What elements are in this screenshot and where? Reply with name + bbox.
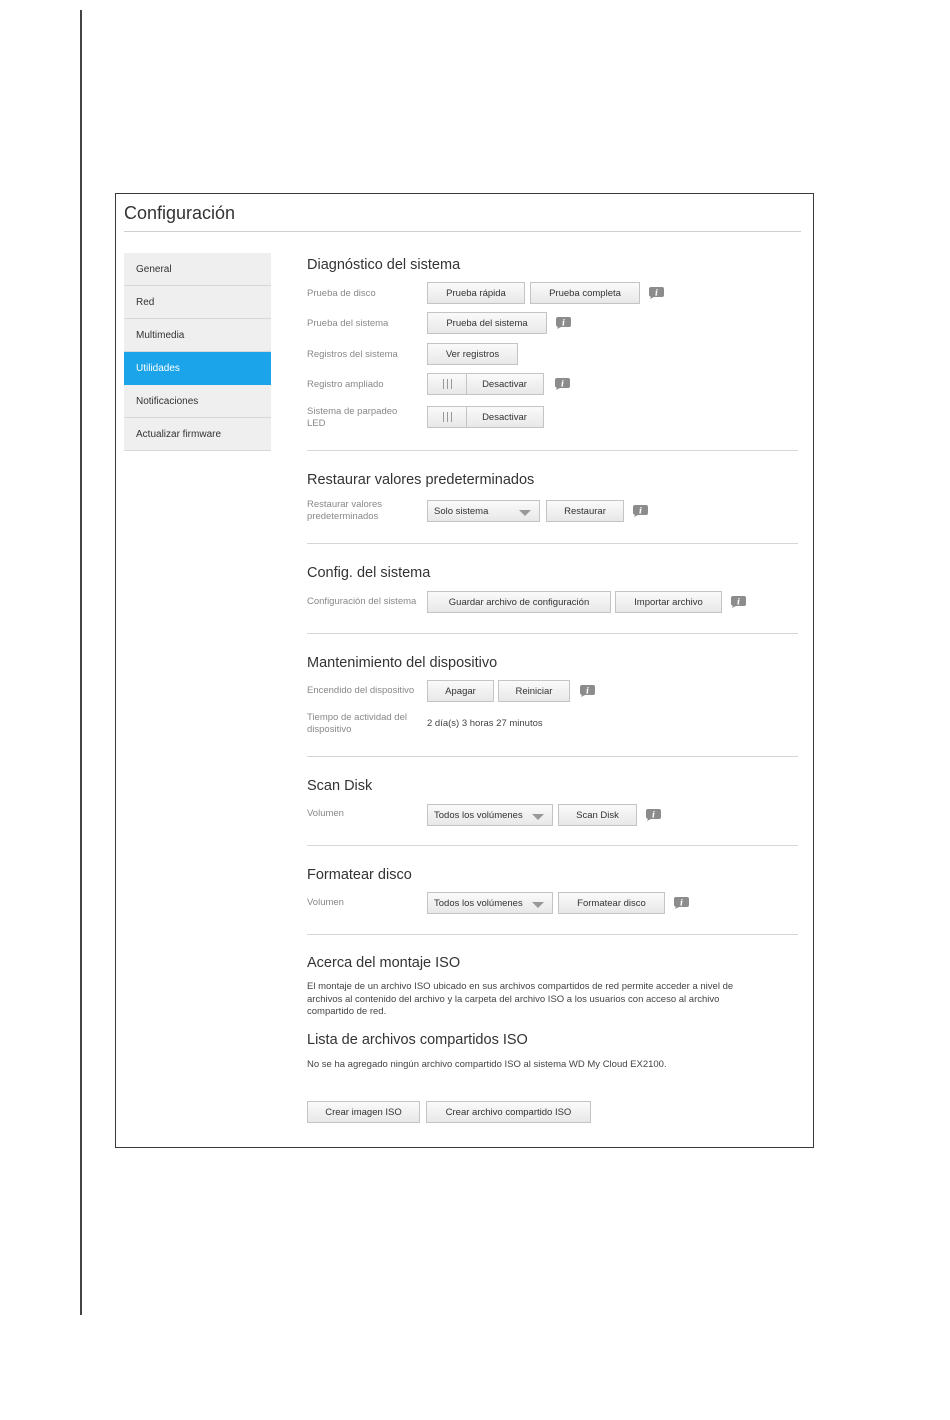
extended-log-label: Registro ampliado <box>307 379 384 390</box>
restore-label-line1: Restaurar valores <box>307 499 382 510</box>
toggle-knob <box>428 374 467 394</box>
select-value: Todos los volúmenes <box>434 898 523 909</box>
led-label-line2: LED <box>307 418 326 429</box>
led-toggle[interactable] <box>427 406 544 428</box>
format-volume-select[interactable] <box>427 892 553 914</box>
grip-icon <box>443 412 452 422</box>
section-title-iso-about: Acerca del montaje ISO <box>307 955 461 971</box>
section-title-restore: Restaurar valores predeterminados <box>307 472 535 488</box>
iso-about-line2: archivos al contenido del archivo y la carpeta del archivo ISO a los usuarios con acceso al archivo <box>307 993 720 1005</box>
disk-test-label: Prueba de disco <box>307 288 376 299</box>
chevron-down-icon <box>532 814 544 820</box>
svg-text:i: i <box>651 809 656 820</box>
section-title-iso-list: Lista de archivos compartidos ISO <box>307 1032 528 1048</box>
sidebar-item-actualizar-firmware[interactable]: Actualizar firmware <box>124 418 271 451</box>
config-label: Configuración del sistema <box>307 596 417 607</box>
led-label-line1: Sistema de parpadeo <box>307 406 398 417</box>
scandisk-button[interactable]: Scan Disk <box>558 804 637 826</box>
system-logs-label: Registros del sistema <box>307 349 398 360</box>
grip-icon <box>443 379 452 389</box>
reboot-button[interactable]: Reiniciar <box>498 680 570 702</box>
quick-test-button[interactable]: Prueba rápida <box>427 282 525 304</box>
info-icon[interactable] <box>649 286 664 298</box>
save-config-button[interactable]: Guardar archivo de configuración <box>427 591 611 613</box>
full-test-button[interactable]: Prueba completa <box>530 282 640 304</box>
svg-text:i: i <box>560 378 565 389</box>
shutdown-button[interactable]: Apagar <box>427 680 494 702</box>
restore-type-select[interactable] <box>427 500 540 522</box>
svg-text:i: i <box>638 505 643 516</box>
toggle-label: Desactivar <box>482 411 527 423</box>
create-iso-image-button[interactable]: Crear imagen ISO <box>307 1101 420 1123</box>
toggle-label: Desactivar <box>482 378 527 390</box>
restore-button[interactable]: Restaurar <box>546 500 624 522</box>
chevron-down-icon <box>532 902 544 908</box>
info-icon[interactable] <box>555 377 570 389</box>
toggle-knob <box>428 407 467 427</box>
select-value: Solo sistema <box>434 506 489 517</box>
svg-text:i: i <box>585 685 590 696</box>
format-disk-button[interactable]: Formatear disco <box>558 892 665 914</box>
uptime-label-line2: dispositivo <box>307 724 352 735</box>
section-divider <box>307 633 798 634</box>
title-divider <box>124 231 801 232</box>
sidebar-item-multimedia[interactable]: Multimedia <box>124 319 271 352</box>
sidebar-item-notificaciones[interactable]: Notificaciones <box>124 385 271 418</box>
section-title-config: Config. del sistema <box>307 565 431 581</box>
format-volume-label: Volumen <box>307 897 344 908</box>
sidebar-item-general[interactable]: General <box>124 253 271 286</box>
section-divider <box>307 934 798 935</box>
uptime-label-line1: Tiempo de actividad del <box>307 712 407 723</box>
window-title: Configuración <box>124 203 236 223</box>
info-icon[interactable] <box>674 896 689 908</box>
system-test-label: Prueba del sistema <box>307 318 389 329</box>
section-divider <box>307 756 798 757</box>
info-icon[interactable] <box>633 504 648 516</box>
section-title-scandisk: Scan Disk <box>307 778 373 794</box>
section-divider <box>307 543 798 544</box>
settings-window <box>115 193 814 1148</box>
import-config-button[interactable]: Importar archivo <box>615 591 722 613</box>
led-label <box>307 406 397 430</box>
page-margin-line <box>80 10 82 1315</box>
scandisk-volume-label: Volumen <box>307 808 344 819</box>
create-iso-share-button[interactable]: Crear archivo compartido ISO <box>426 1101 591 1123</box>
restore-label-line2: predeterminados <box>307 511 379 522</box>
svg-text:i: i <box>654 287 659 298</box>
iso-about-line3: compartido de red. <box>307 1006 387 1017</box>
info-icon[interactable] <box>646 808 661 820</box>
svg-text:i: i <box>561 317 566 328</box>
iso-about-line1: El montaje de un archivo ISO ubicado en sus archivos compartidos de red permite acceder a nivel de <box>307 981 734 992</box>
iso-list-empty: No se ha agregado ningún archivo compartido ISO al sistema WD My Cloud EX2100. <box>307 1059 667 1070</box>
info-icon[interactable] <box>731 595 746 607</box>
section-title-diagnostics: Diagnóstico del sistema <box>307 257 461 273</box>
svg-text:i: i <box>679 897 684 908</box>
view-logs-button[interactable]: Ver registros <box>427 343 518 365</box>
info-icon[interactable] <box>580 684 595 696</box>
section-divider <box>307 845 798 846</box>
info-icon[interactable] <box>556 316 571 328</box>
sidebar <box>124 253 271 451</box>
sidebar-item-utilidades[interactable]: Utilidades <box>124 352 271 385</box>
section-divider <box>307 450 798 451</box>
section-title-format: Formatear disco <box>307 867 412 883</box>
chevron-down-icon <box>519 510 531 516</box>
extended-log-toggle[interactable] <box>427 373 544 395</box>
select-value: Todos los volúmenes <box>434 810 523 821</box>
svg-text:i: i <box>736 596 741 607</box>
section-title-maintenance: Mantenimiento del dispositivo <box>307 655 498 671</box>
system-test-button[interactable]: Prueba del sistema <box>427 312 547 334</box>
scandisk-volume-select[interactable] <box>427 804 553 826</box>
iso-about-text <box>307 981 733 1019</box>
uptime-value: 2 día(s) 3 horas 27 minutos <box>427 718 543 729</box>
restore-label <box>307 499 382 523</box>
uptime-label <box>307 712 407 736</box>
power-label: Encendido del dispositivo <box>307 685 415 696</box>
sidebar-item-red[interactable]: Red <box>124 286 271 319</box>
